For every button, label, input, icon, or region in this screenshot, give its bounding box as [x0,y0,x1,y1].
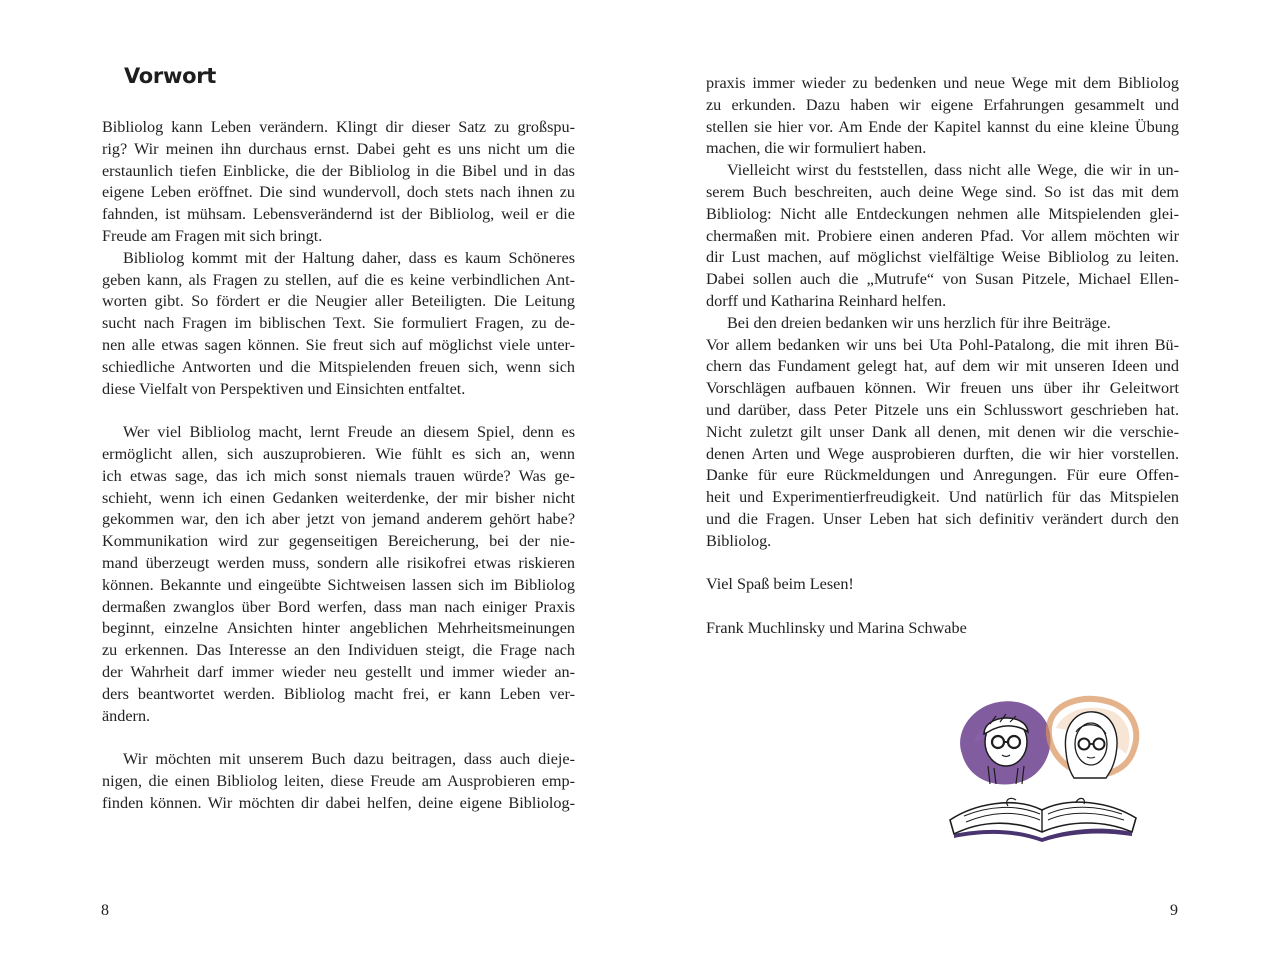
text-line: ermöglicht allen, sich auszuprobieren. Wie fühlt es sich an, wenn [102,444,575,463]
text-line: und die Fragen. Unser Leben hat sich definitiv verändert durch den [706,509,1179,528]
blank-line [102,400,575,422]
text-line: stellen sie hier vor. Am Ende der Kapitel kannst du eine kleine Übung [706,117,1179,136]
text-line: ich etwas sage, das ich mich sonst niemals trauen würde? Was ge- [102,466,575,485]
right-page-body [706,73,1179,640]
text-line: ändern. [102,706,151,725]
text-line: Bibliolog. [706,531,772,550]
text-line: Freude am Fragen mit sich bringt. [102,226,323,245]
text-line: der Wahrheit darf immer wieder neu gestellt und immer wieder an- [102,662,575,681]
text-line: und darüber, dass Peter Pitzele uns ein Schlusswort geschrieben hat. [706,400,1179,419]
text-line: Danke für eure Rückmeldungen und Anregungen. Für eure Offen- [706,466,1179,485]
text-line: dermaßen zwanglos über Bord werfen, dass man nach einiger Praxis [102,597,575,616]
text-line: nen alle etwas sagen können. Sie freut sich auf möglichst viele unter- [102,335,575,354]
text-line: Viel Spaß beim Lesen! [706,575,854,594]
text-line: Wir möchten mit unserem Buch dazu beitragen, dass auch dieje- [123,750,575,769]
text-line: zu erkunden. Dazu haben wir eigene Erfahrungen gesammelt und [706,95,1179,114]
text-line: Vor allem bedanken wir uns bei Uta Pohl-Patalong, die mit ihren Bü- [706,335,1179,354]
text-line: Nicht zuletzt gilt unser Dank all denen, mit denen wir die verschie- [706,422,1179,441]
text-line: beginnt, einzelne Ansichten hinter angeblichen Mehrheitsmeinungen [102,619,575,638]
text-line: Kommunikation wird zur gegenseitigen Bereicherung, bei der nie- [102,532,575,551]
text-line: sucht nach Fragen im biblischen Text. Sie formuliert Fragen, zu de- [102,314,575,333]
text-line: dir Lust machen, auf möglichst vielfältige Weise Bibliolog zu leiten. [706,248,1179,267]
text-line: schieht, wenn ich einen Gedanken weiterdenke, der mir bisher nicht [102,488,575,507]
text-line: nigen, die einen Bibliolog leiten, diese Freude am Ausprobieren emp- [102,771,575,790]
text-line: mand überzeugt werden muss, sondern alle risikofrei etwas riskieren [102,553,575,572]
text-line: Frank Muchlinsky und Marina Schwabe [706,618,967,637]
text-line: schiedliche Antworten und die Mitspielenden freuen sich, wenn sich [102,357,575,376]
text-line: Bibliolog: Nicht alle Entdeckungen nehmen alle Mitspielenden glei- [706,204,1179,223]
text-line: Dabei sollen auch die „Mutrufe“ von Susan Pitzele, Michael Ellen- [706,270,1179,289]
text-line: chern das Fundament gelegt hat, auf dem wir mit unseren Ideen und [706,357,1179,376]
text-line: finden können. Wir möchten dir dabei helfen, deine eigene Bibliolog- [102,793,575,812]
text-line: erstaunlich tiefen Einblicke, die der Bibliolog in die Bibel und in das [102,161,575,180]
text-line: Vielleicht wirst du feststellen, dass nicht alle Wege, die wir in un- [727,161,1179,180]
blank-line [706,596,1179,618]
text-line: serem Buch beschreiten, auch deine Wege sind. So ist das mit dem [706,182,1179,201]
text-line: ders beantwortet werden. Bibliolog macht frei, er kann Leben ver- [102,684,575,703]
text-line: heit und Experimentierfreudigkeit. Und natürlich für das Mitspielen [706,488,1179,507]
text-line: Vorschlägen aufbauen können. Wir freuen uns über ihr Geleitwort [706,379,1179,398]
blank-line [706,553,1179,575]
text-line: worten gibt. So fördert er die Neugier aller Beteiligten. Die Leitung [102,292,575,311]
page-number-left: 8 [101,902,109,919]
text-line: Bei den dreien bedanken wir uns herzlich für ihre Beiträge. [727,313,1111,332]
text-line: praxis immer wieder zu bedenken und neue Wege mit dem Bibliolog [706,74,1179,92]
left-page-body [102,117,575,815]
text-line: können. Bekannte und eingeübte Sichtweisen lassen sich im Bibliolog [102,575,575,594]
text-line: fahnden, ist mühsam. Lebensverändernd ist der Bibliolog, weil er die [102,205,575,224]
text-line: gekommen war, den ich aber jetzt von jemand anderem gehört habe? [102,510,575,529]
text-line: Bibliolog kommt mit der Haltung daher, dass es kaum Schöneres [123,248,575,267]
text-line: rig? Wir meinen ihn durchaus ernst. Dabei geht es uns nicht um die [102,139,575,158]
text-line: Bibliolog kann Leben verändern. Klingt dir dieser Satz zu großspu- [102,118,575,136]
text-line: machen, die wir formuliert haben. [706,139,927,158]
text-line: diese Vielfalt von Perspektiven und Einsichten entfaltet. [102,379,466,398]
text-line: zu erkennen. Das Interesse an den Individuen steigt, die Frage nach [102,641,575,660]
page-title: Vorwort [124,64,217,88]
text-line: eigene Leben eröffnet. Die sind wundervoll, doch stets nach ihnen zu [102,183,575,202]
page-number-right: 9 [1170,902,1178,919]
text-line: denen Arten und Wege ausprobieren durften, die wir hier vorstellen. [706,444,1179,463]
text-line: dorff und Katharina Reinhard helfen. [706,291,947,310]
text-line: chermaßen mit. Probiere einen anderen Pfad. Vor allem möchten wir [706,226,1179,245]
two-people-reading-book-icon [944,692,1144,842]
blank-line [102,727,575,749]
text-line: geben kann, als Fragen zu stellen, auf die es keine verbindlichen Ant- [102,270,575,289]
text-line: Wer viel Bibliolog macht, lernt Freude an diesem Spiel, denn es [123,423,575,442]
